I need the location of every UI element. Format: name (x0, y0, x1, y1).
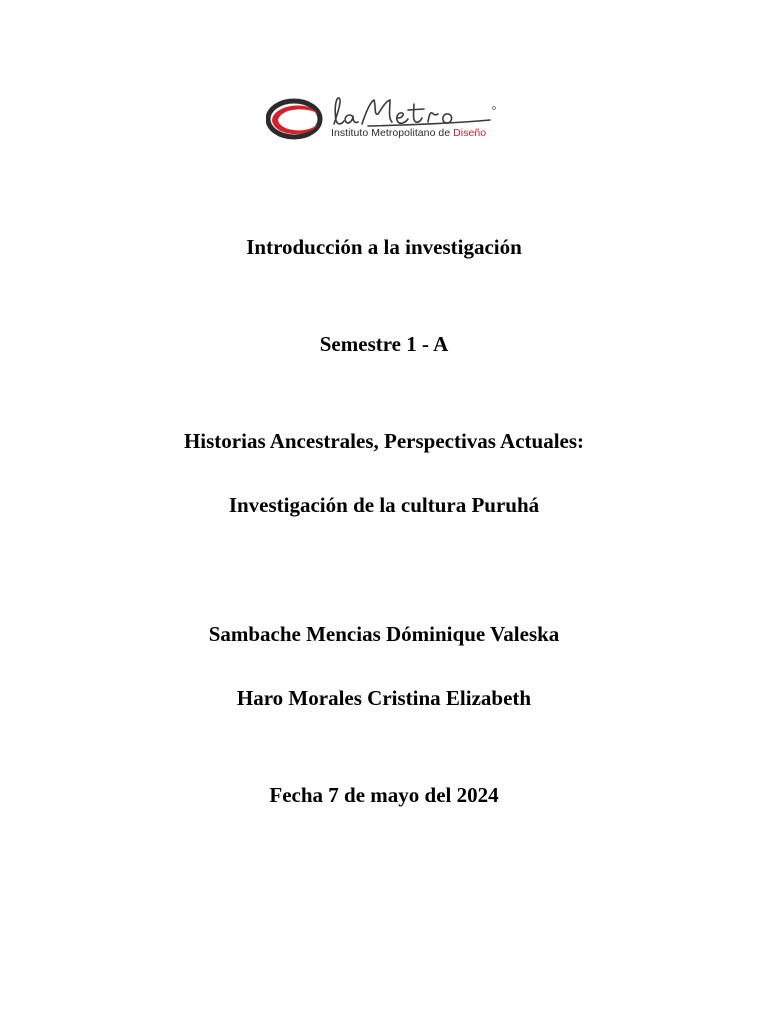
course-name: Introducción a la investigación (246, 235, 522, 259)
lametro-script-wordmark (328, 94, 498, 128)
logo-subtitle-main: Instituto Metropolitano de (331, 127, 454, 139)
work-title-line-2: Investigación de la cultura Puruhá (228, 493, 540, 517)
semester: Semestre 1 - A (319, 332, 449, 356)
author-name-1: Sambache Mencias Dóminique Valeska (208, 622, 560, 646)
submission-date: Fecha 7 de mayo del 2024 (269, 783, 499, 807)
work-title-line-1: Historias Ancestrales, Perspectivas Actuales: (183, 429, 585, 453)
author-name-2: Haro Morales Cristina Elizabeth (236, 686, 532, 710)
logo-subtitle-accent: Diseño (453, 127, 487, 139)
institution-logo (266, 96, 506, 144)
logo-subtitle (331, 127, 486, 139)
lametro-swoosh-icon (266, 98, 324, 140)
